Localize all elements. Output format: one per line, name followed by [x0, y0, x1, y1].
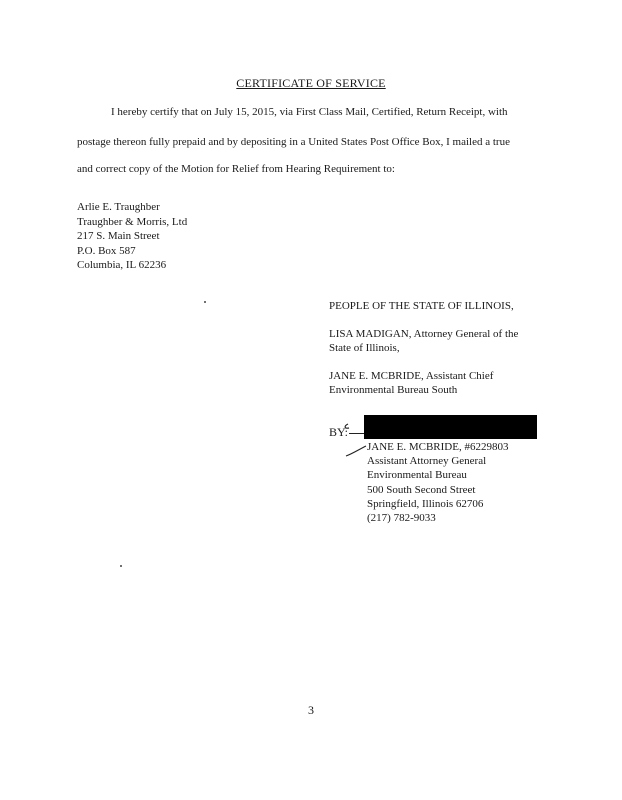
- signer-bureau: Environmental Bureau: [367, 469, 467, 482]
- redaction-box: [364, 415, 537, 439]
- recipient-name: Arlie E. Traughber: [77, 201, 160, 213]
- recipient-po-box: P.O. Box 587: [77, 244, 136, 257]
- assistant-chief-block: [329, 369, 493, 397]
- assistant-chief-line-1: JANE E. MCBRIDE, Assistant Chief: [329, 370, 494, 382]
- body-line-1: I hereby certify that on July 15, 2015, via First Class Mail, Certified, Return Receipt, with: [111, 106, 508, 118]
- recipient-firm: Traughber & Morris, Ltd: [77, 215, 188, 228]
- signer-street: 500 South Second Street: [367, 483, 476, 496]
- page-number: 3: [308, 703, 314, 717]
- signer-city: Springfield, Illinois 62706: [367, 497, 484, 510]
- attorney-general-line-2: State of Illinois,: [329, 342, 400, 354]
- scan-speck: [120, 565, 122, 567]
- scan-speck: [204, 301, 206, 303]
- assistant-chief-line-2: Environmental Bureau South: [329, 384, 458, 396]
- recipient-city: Columbia, IL 62236: [77, 259, 167, 271]
- by-label: BY:: [329, 425, 348, 439]
- recipient-street: 217 S. Main Street: [77, 230, 160, 242]
- signer-phone: (217) 782-9033: [367, 512, 436, 525]
- body-line-3: and correct copy of the Motion for Relief from Hearing Requirement to:: [77, 163, 395, 175]
- recipient-address: [77, 200, 187, 273]
- signer-title: Assistant Attorney General: [367, 455, 487, 468]
- document-title: CERTIFICATE OF SERVICE: [236, 76, 386, 90]
- attorney-general-block: [329, 327, 518, 355]
- signer-name: JANE E. MCBRIDE, #6229803: [367, 441, 509, 453]
- body-line-2: postage thereon fully prepaid and by depositing in a United States Post Office Box, I mailed a true: [77, 136, 510, 148]
- party-name: PEOPLE OF THE STATE OF ILLINOIS,: [329, 300, 514, 312]
- signature-block: [367, 440, 508, 525]
- attorney-general-line-1: LISA MADIGAN, Attorney General of the: [329, 328, 519, 340]
